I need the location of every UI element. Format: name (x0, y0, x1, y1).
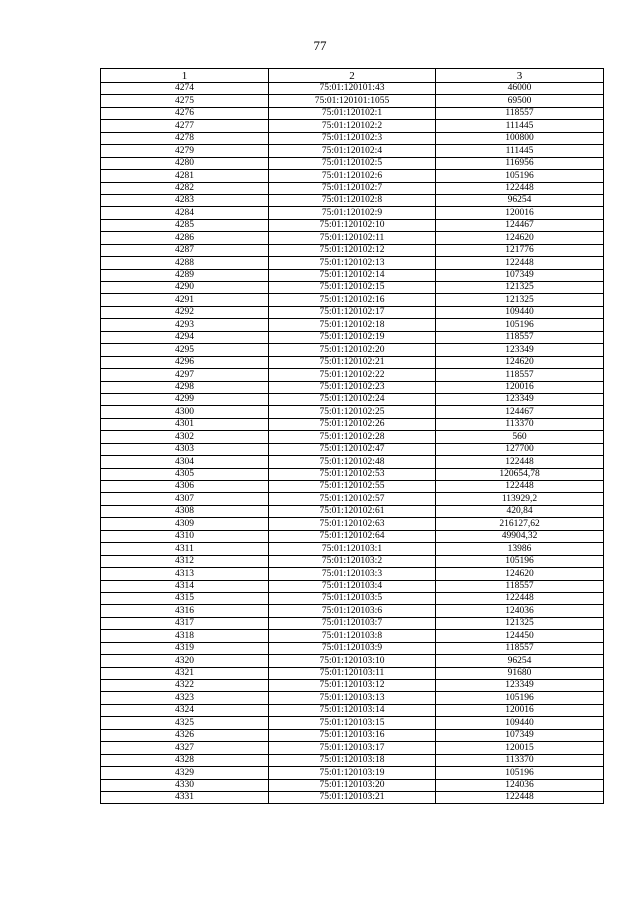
cadastral-number-cell: 75:01:120102:3 (269, 132, 436, 144)
cadastral-number-cell: 75:01:120102:10 (269, 219, 436, 231)
row-number-cell: 4324 (101, 704, 269, 716)
cadastral-number-cell: 75:01:120102:20 (269, 344, 436, 356)
table-row (101, 443, 604, 455)
table-row (101, 493, 604, 505)
row-number-cell: 4277 (101, 120, 269, 132)
row-number-cell: 4295 (101, 344, 269, 356)
cadastral-number-cell: 75:01:120102:2 (269, 120, 436, 132)
cadastral-number-cell: 75:01:120102:25 (269, 406, 436, 418)
row-number-cell: 4309 (101, 518, 269, 530)
value-cell: 120016 (436, 381, 604, 393)
value-cell: 122448 (436, 257, 604, 269)
table-row (101, 294, 604, 306)
row-number-cell: 4316 (101, 605, 269, 617)
cadastral-number-cell: 75:01:120102:7 (269, 182, 436, 194)
table-row (101, 132, 604, 144)
value-cell: 118557 (436, 107, 604, 119)
cadastral-number-cell: 75:01:120103:5 (269, 592, 436, 604)
table-row (101, 605, 604, 617)
cadastral-number-cell: 75:01:120103:4 (269, 580, 436, 592)
cadastral-number-cell: 75:01:120102:57 (269, 493, 436, 505)
row-number-cell: 4325 (101, 717, 269, 729)
cadastral-number-cell: 75:01:120102:23 (269, 381, 436, 393)
value-cell: 118557 (436, 580, 604, 592)
cadastral-number-cell: 75:01:120103:6 (269, 605, 436, 617)
row-number-cell: 4282 (101, 182, 269, 194)
row-number-cell: 4296 (101, 356, 269, 368)
table-row (101, 170, 604, 182)
table-row (101, 232, 604, 244)
cadastral-number-cell: 75:01:120103:13 (269, 692, 436, 704)
table-row (101, 381, 604, 393)
table-row (101, 580, 604, 592)
cadastral-number-cell: 75:01:120101:1055 (269, 95, 436, 107)
value-cell: 124620 (436, 232, 604, 244)
value-cell: 124036 (436, 605, 604, 617)
row-number-cell: 4284 (101, 207, 269, 219)
table-row (101, 468, 604, 480)
row-number-cell: 4286 (101, 232, 269, 244)
row-number-cell: 4308 (101, 505, 269, 517)
table-row (101, 95, 604, 107)
cadastral-number-cell: 75:01:120102:63 (269, 518, 436, 530)
column-header-1: 1 (101, 69, 269, 83)
table-row (101, 331, 604, 343)
cadastral-number-cell: 75:01:120103:20 (269, 779, 436, 791)
row-number-cell: 4310 (101, 530, 269, 542)
table-row (101, 655, 604, 667)
row-number-cell: 4321 (101, 667, 269, 679)
cadastral-number-cell: 75:01:120102:47 (269, 443, 436, 455)
table-row (101, 642, 604, 654)
value-cell: 96254 (436, 194, 604, 206)
value-cell: 105196 (436, 767, 604, 779)
cadastral-number-cell: 75:01:120102:12 (269, 244, 436, 256)
row-number-cell: 4290 (101, 282, 269, 294)
table-row (101, 779, 604, 791)
table-row (101, 692, 604, 704)
cadastral-number-cell: 75:01:120102:17 (269, 306, 436, 318)
value-cell: 420,84 (436, 505, 604, 517)
value-cell: 109440 (436, 306, 604, 318)
cadastral-number-cell: 75:01:120102:16 (269, 294, 436, 306)
table-row (101, 717, 604, 729)
cadastral-number-cell: 75:01:120101:43 (269, 83, 436, 95)
header-row (101, 69, 604, 83)
row-number-cell: 4331 (101, 791, 269, 803)
value-cell: 109440 (436, 717, 604, 729)
cadastral-number-cell: 75:01:120103:7 (269, 617, 436, 629)
table-row (101, 182, 604, 194)
cadastral-number-cell: 75:01:120102:14 (269, 269, 436, 281)
cadastral-number-cell: 75:01:120102:28 (269, 431, 436, 443)
table-body (101, 83, 604, 804)
column-header-3: 3 (436, 69, 604, 83)
table-row (101, 543, 604, 555)
value-cell: 120016 (436, 704, 604, 716)
cadastral-number-cell: 75:01:120102:55 (269, 481, 436, 493)
row-number-cell: 4275 (101, 95, 269, 107)
row-number-cell: 4300 (101, 406, 269, 418)
value-cell: 116956 (436, 157, 604, 169)
table-row (101, 282, 604, 294)
value-cell: 124620 (436, 356, 604, 368)
table-row (101, 269, 604, 281)
value-cell: 105196 (436, 319, 604, 331)
row-number-cell: 4288 (101, 257, 269, 269)
row-number-cell: 4330 (101, 779, 269, 791)
column-header-2: 2 (269, 69, 436, 83)
cadastral-number-cell: 75:01:120102:61 (269, 505, 436, 517)
row-number-cell: 4294 (101, 331, 269, 343)
value-cell: 105196 (436, 170, 604, 182)
cadastral-number-cell: 75:01:120102:6 (269, 170, 436, 182)
value-cell: 127700 (436, 443, 604, 455)
value-cell: 13986 (436, 543, 604, 555)
table-row (101, 207, 604, 219)
table-header (101, 69, 604, 83)
table-row (101, 505, 604, 517)
row-number-cell: 4318 (101, 630, 269, 642)
cadastral-number-cell: 75:01:120102:13 (269, 257, 436, 269)
cadastral-number-cell: 75:01:120102:9 (269, 207, 436, 219)
value-cell: 122448 (436, 456, 604, 468)
row-number-cell: 4302 (101, 431, 269, 443)
row-number-cell: 4319 (101, 642, 269, 654)
value-cell: 121325 (436, 282, 604, 294)
page-number: 77 (313, 38, 327, 53)
value-cell: 120015 (436, 742, 604, 754)
table-row (101, 431, 604, 443)
value-cell: 124620 (436, 568, 604, 580)
row-number-cell: 4306 (101, 481, 269, 493)
cadastral-number-cell: 75:01:120102:5 (269, 157, 436, 169)
table-row (101, 667, 604, 679)
cadastral-number-cell: 75:01:120102:1 (269, 107, 436, 119)
table-row (101, 120, 604, 132)
row-number-cell: 4329 (101, 767, 269, 779)
cadastral-number-cell: 75:01:120102:24 (269, 393, 436, 405)
value-cell: 560 (436, 431, 604, 443)
value-cell: 46000 (436, 83, 604, 95)
table-row (101, 344, 604, 356)
value-cell: 124467 (436, 406, 604, 418)
value-cell: 123349 (436, 680, 604, 692)
value-cell: 105196 (436, 692, 604, 704)
row-number-cell: 4299 (101, 393, 269, 405)
row-number-cell: 4281 (101, 170, 269, 182)
table-row (101, 244, 604, 256)
row-number-cell: 4326 (101, 729, 269, 741)
table-row (101, 418, 604, 430)
value-cell: 120016 (436, 207, 604, 219)
value-cell: 122448 (436, 182, 604, 194)
table-row (101, 518, 604, 530)
table-row (101, 406, 604, 418)
table-row (101, 107, 604, 119)
cadastral-number-cell: 75:01:120103:10 (269, 655, 436, 667)
cadastral-number-cell: 75:01:120102:15 (269, 282, 436, 294)
value-cell: 105196 (436, 555, 604, 567)
cadastral-number-cell: 75:01:120103:17 (269, 742, 436, 754)
value-cell: 100800 (436, 132, 604, 144)
cadastral-number-cell: 75:01:120102:21 (269, 356, 436, 368)
cadastral-number-cell: 75:01:120103:16 (269, 729, 436, 741)
value-cell: 113370 (436, 754, 604, 766)
value-cell: 124467 (436, 219, 604, 231)
row-number-cell: 4298 (101, 381, 269, 393)
cadastral-number-cell: 75:01:120103:1 (269, 543, 436, 555)
table-row (101, 592, 604, 604)
value-cell: 118557 (436, 331, 604, 343)
row-number-cell: 4276 (101, 107, 269, 119)
cadastral-number-cell: 75:01:120103:14 (269, 704, 436, 716)
table-row (101, 791, 604, 803)
cadastral-number-cell: 75:01:120103:3 (269, 568, 436, 580)
value-cell: 107349 (436, 729, 604, 741)
table-row (101, 83, 604, 95)
row-number-cell: 4315 (101, 592, 269, 604)
table-row (101, 767, 604, 779)
table-row (101, 157, 604, 169)
value-cell: 96254 (436, 655, 604, 667)
cadastral-number-cell: 75:01:120102:19 (269, 331, 436, 343)
cadastral-number-cell: 75:01:120103:12 (269, 680, 436, 692)
value-cell: 122448 (436, 592, 604, 604)
value-cell: 107349 (436, 269, 604, 281)
row-number-cell: 4312 (101, 555, 269, 567)
table-row (101, 369, 604, 381)
table-row (101, 481, 604, 493)
row-number-cell: 4327 (101, 742, 269, 754)
value-cell: 121776 (436, 244, 604, 256)
value-cell: 124450 (436, 630, 604, 642)
row-number-cell: 4280 (101, 157, 269, 169)
cadastral-number-cell: 75:01:120102:4 (269, 145, 436, 157)
value-cell: 122448 (436, 791, 604, 803)
row-number-cell: 4279 (101, 145, 269, 157)
cadastral-number-cell: 75:01:120102:48 (269, 456, 436, 468)
row-number-cell: 4297 (101, 369, 269, 381)
table-row (101, 219, 604, 231)
cadastral-number-cell: 75:01:120103:21 (269, 791, 436, 803)
value-cell: 111445 (436, 145, 604, 157)
table-row (101, 306, 604, 318)
value-cell: 124036 (436, 779, 604, 791)
table-row (101, 530, 604, 542)
cadastral-number-cell: 75:01:120103:9 (269, 642, 436, 654)
row-number-cell: 4305 (101, 468, 269, 480)
row-number-cell: 4314 (101, 580, 269, 592)
cadastral-number-cell: 75:01:120102:26 (269, 418, 436, 430)
value-cell: 216127,62 (436, 518, 604, 530)
cadastral-number-cell: 75:01:120103:2 (269, 555, 436, 567)
value-cell: 113370 (436, 418, 604, 430)
table-row (101, 568, 604, 580)
table-row (101, 680, 604, 692)
cadastral-number-cell: 75:01:120103:18 (269, 754, 436, 766)
table-row (101, 617, 604, 629)
row-number-cell: 4283 (101, 194, 269, 206)
value-cell: 91680 (436, 667, 604, 679)
value-cell: 111445 (436, 120, 604, 132)
cadastral-number-cell: 75:01:120102:11 (269, 232, 436, 244)
cadastral-number-cell: 75:01:120103:8 (269, 630, 436, 642)
row-number-cell: 4313 (101, 568, 269, 580)
table-row (101, 456, 604, 468)
cadastral-number-cell: 75:01:120102:22 (269, 369, 436, 381)
row-number-cell: 4322 (101, 680, 269, 692)
value-cell: 121325 (436, 294, 604, 306)
cadastral-number-cell: 75:01:120102:8 (269, 194, 436, 206)
table-row (101, 356, 604, 368)
cadastral-number-cell: 75:01:120103:19 (269, 767, 436, 779)
cadastral-number-cell: 75:01:120103:15 (269, 717, 436, 729)
row-number-cell: 4303 (101, 443, 269, 455)
cadastral-number-cell: 75:01:120102:64 (269, 530, 436, 542)
row-number-cell: 4317 (101, 617, 269, 629)
value-cell: 122448 (436, 481, 604, 493)
table-row (101, 194, 604, 206)
table-row (101, 754, 604, 766)
table-row (101, 704, 604, 716)
row-number-cell: 4274 (101, 83, 269, 95)
value-cell: 120654,78 (436, 468, 604, 480)
table-row (101, 257, 604, 269)
row-number-cell: 4301 (101, 418, 269, 430)
row-number-cell: 4285 (101, 219, 269, 231)
cadastral-number-cell: 75:01:120102:18 (269, 319, 436, 331)
table-row (101, 319, 604, 331)
table-row (101, 145, 604, 157)
cadastral-number-cell: 75:01:120103:11 (269, 667, 436, 679)
value-cell: 121325 (436, 617, 604, 629)
row-number-cell: 4304 (101, 456, 269, 468)
value-cell: 49904,32 (436, 530, 604, 542)
value-cell: 69500 (436, 95, 604, 107)
value-cell: 123349 (436, 393, 604, 405)
data-table (100, 68, 604, 804)
table-row (101, 729, 604, 741)
value-cell: 123349 (436, 344, 604, 356)
row-number-cell: 4292 (101, 306, 269, 318)
value-cell: 118557 (436, 369, 604, 381)
row-number-cell: 4311 (101, 543, 269, 555)
row-number-cell: 4307 (101, 493, 269, 505)
table-row (101, 630, 604, 642)
row-number-cell: 4328 (101, 754, 269, 766)
value-cell: 113929,2 (436, 493, 604, 505)
table-row (101, 555, 604, 567)
row-number-cell: 4293 (101, 319, 269, 331)
row-number-cell: 4278 (101, 132, 269, 144)
row-number-cell: 4291 (101, 294, 269, 306)
row-number-cell: 4287 (101, 244, 269, 256)
value-cell: 118557 (436, 642, 604, 654)
row-number-cell: 4289 (101, 269, 269, 281)
row-number-cell: 4323 (101, 692, 269, 704)
table-row (101, 742, 604, 754)
table-row (101, 393, 604, 405)
row-number-cell: 4320 (101, 655, 269, 667)
cadastral-number-cell: 75:01:120102:53 (269, 468, 436, 480)
